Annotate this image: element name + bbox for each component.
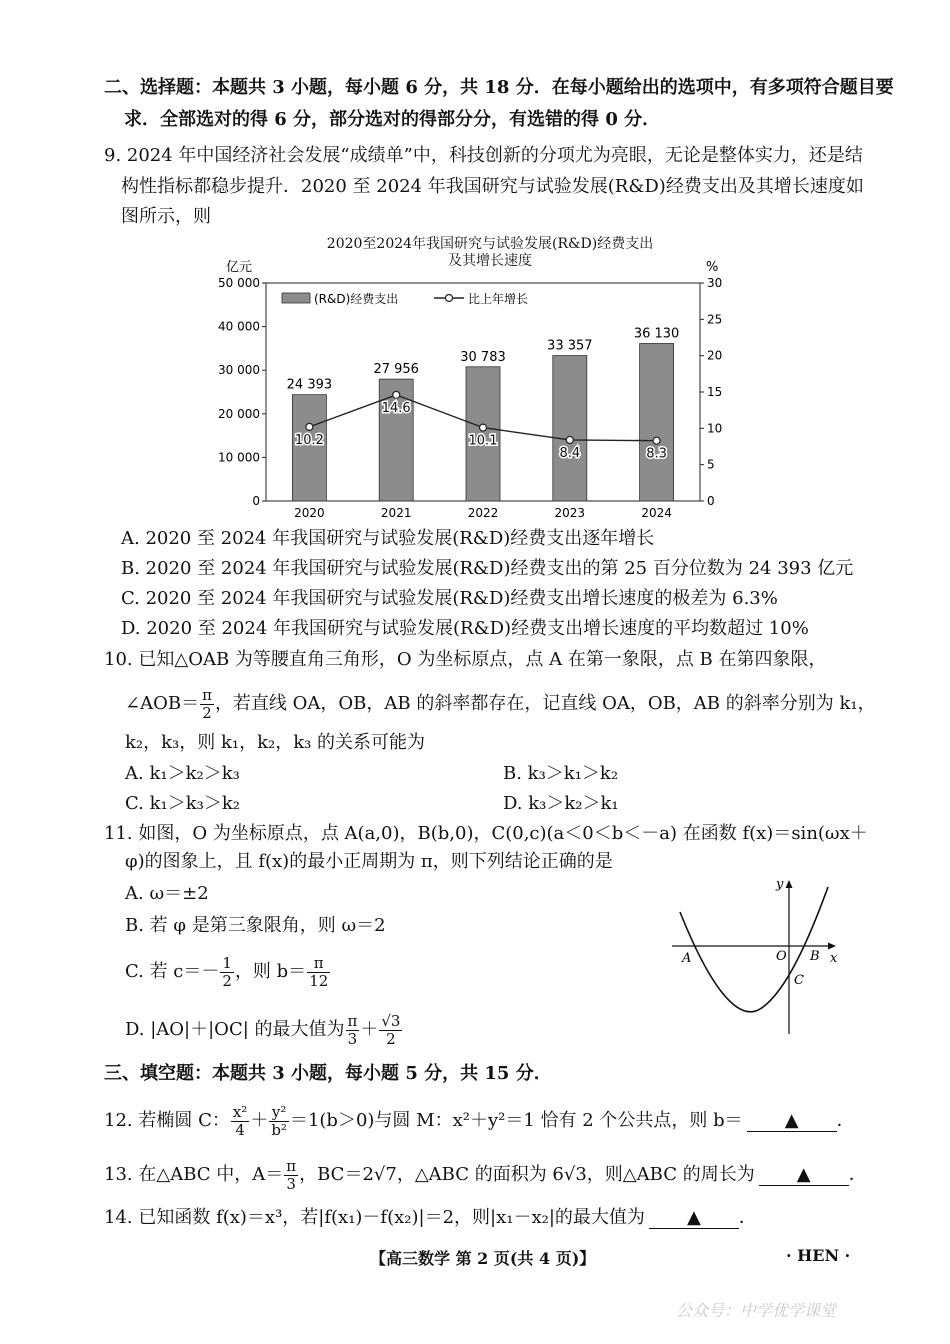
section2-header-line1: 二、选择题：本题共 3 小题，每小题 6 分，共 18 分．在每小题给出的选项中，有多项符合题目要 bbox=[104, 77, 894, 98]
right-tick-label: 25 bbox=[707, 312, 723, 327]
q12-y2-over-b2 bbox=[269, 1104, 289, 1139]
q14-stem bbox=[104, 1206, 757, 1230]
growth-point bbox=[393, 391, 400, 398]
q13-three: 3 bbox=[286, 1174, 296, 1193]
left-tick-label: 20 000 bbox=[218, 406, 260, 421]
left-axis-unit: 亿元 bbox=[226, 260, 253, 275]
q13-answer-mark: ▲ bbox=[796, 1164, 811, 1185]
q9-stem-line3: 图所示，则 bbox=[121, 206, 211, 227]
q9-option-d: D. 2020 至 2024 年我国研究与试验发展(R&D)经费支出增长速度的平均数超过 10% bbox=[121, 618, 809, 639]
bar-2024 bbox=[640, 343, 674, 501]
chart-title-line1: 2020至2024年我国研究与试验发展(R&D)经费支出 bbox=[326, 236, 654, 252]
chart-title-line2: 及其增长速度 bbox=[448, 253, 532, 269]
q11-label-y: y bbox=[776, 877, 784, 892]
q12-pre: 12. 若椭圆 C： bbox=[104, 1110, 230, 1131]
growth-value-label: 10.1 bbox=[468, 433, 498, 449]
x-tick-label: 2023 bbox=[554, 506, 586, 520]
q10-option-c: C. k₁＞k₃＞k₂ bbox=[125, 793, 240, 814]
q10-stem-line1: 10. 已知△OAB 为等腰直角三角形，O 为坐标原点，点 A 在第一象限，点 B 在第四象限， bbox=[104, 649, 827, 670]
q11-option-a: A. ω＝±2 bbox=[125, 883, 209, 904]
x-tick-label: 2020 bbox=[294, 506, 325, 520]
q11-x-arrow bbox=[828, 943, 836, 950]
left-tick-label: 50 000 bbox=[218, 276, 260, 290]
right-tick-label: 0 bbox=[707, 494, 715, 508]
q11-optd-pi: π bbox=[347, 1011, 358, 1030]
x-tick-label: 2024 bbox=[641, 506, 672, 520]
q10-option-d: D. k₃＞k₂＞k₁ bbox=[503, 793, 619, 814]
q11-stem-line2: φ)的图象上，且 f(x)的最小正周期为 π，则下列结论正确的是 bbox=[125, 851, 613, 872]
q10-option-a: A. k₁＞k₂＞k₃ bbox=[125, 763, 240, 784]
q14-text: 14. 已知函数 f(x)＝x³，若|f(x₁)－f(x₂)|＝2，则|x₁－x₂|的最大值为 bbox=[104, 1207, 645, 1228]
bar-value-label: 27 956 bbox=[373, 362, 419, 378]
q10-option-b: B. k₃＞k₁＞k₂ bbox=[503, 763, 619, 784]
q13-pi: π bbox=[286, 1156, 297, 1175]
q11-optd-sqrt3-over-2 bbox=[379, 1013, 402, 1048]
left-tick-label: 40 000 bbox=[218, 319, 260, 334]
q11-option-b: B. 若 φ 是第三象限角，则 ω＝2 bbox=[125, 915, 386, 936]
growth-value-label: 8.3 bbox=[646, 446, 667, 462]
watermark: 公众号：中学优学课堂 bbox=[676, 1301, 837, 1320]
q11-optd-pre: D. |AO|＋|OC| 的最大值为 bbox=[125, 1019, 345, 1040]
right-tick-label: 10 bbox=[707, 421, 723, 436]
right-tick-label: 30 bbox=[707, 276, 723, 290]
growth-value-label: 8.4 bbox=[559, 445, 581, 461]
rd-expenditure-chart bbox=[0, 0, 950, 530]
q13-answer-blank[interactable] bbox=[759, 1165, 849, 1186]
q10-line2-rest: ，若直线 OA，OB，AB 的斜率都存在，记直线 OA，OB，AB 的斜率分别为 k₁， bbox=[214, 693, 876, 714]
growth-point bbox=[306, 423, 313, 430]
q11-optc-half bbox=[220, 955, 234, 990]
q10-angle: ∠AOB＝ bbox=[125, 693, 200, 714]
q11-optc-num: 1 bbox=[222, 953, 232, 972]
q11-optc-pi-over-12 bbox=[307, 955, 330, 990]
q11-optd-sqrt3: √3 bbox=[381, 1011, 401, 1030]
q11-label-x: x bbox=[830, 951, 838, 966]
q11-option-d bbox=[125, 1010, 403, 1050]
q12-y2: y² bbox=[269, 1104, 289, 1122]
left-tick-label: 30 000 bbox=[218, 363, 260, 378]
q9-option-a: A. 2020 至 2024 年我国研究与试验发展(R&D)经费支出逐年增长 bbox=[121, 528, 655, 549]
bar-value-label: 30 783 bbox=[460, 349, 506, 365]
q11-optc-mid: ，则 b＝ bbox=[234, 961, 307, 982]
q12-end: ． bbox=[836, 1110, 855, 1131]
q11-optc-pre: C. 若 c＝－ bbox=[125, 961, 220, 982]
q11-label-c: C bbox=[794, 973, 804, 988]
q12-x2: x² bbox=[232, 1102, 248, 1121]
bar-value-label: 36 130 bbox=[633, 326, 680, 342]
footer-code: · HEN · bbox=[786, 1246, 851, 1265]
q12-four: 4 bbox=[235, 1120, 245, 1139]
q10-pi: π bbox=[202, 685, 212, 704]
q11-optd-2: 2 bbox=[386, 1029, 396, 1048]
q10-stem-line2 bbox=[125, 684, 876, 724]
q12-b2: b² bbox=[271, 1120, 287, 1139]
q11-label-a: A bbox=[682, 951, 692, 966]
q11-stem-line1: 11. 如图，O 为坐标原点，点 A(a,0)，B(b,0)，C(0,c)(a＜0＜b＜－a) 在函数 f(x)＝sin(ωx＋ bbox=[104, 823, 868, 844]
q11-sine-curve bbox=[680, 887, 828, 1012]
q14-end: ． bbox=[738, 1207, 757, 1228]
q13-pi-over-3 bbox=[284, 1158, 298, 1193]
q11-optd-plus: ＋ bbox=[360, 1019, 379, 1040]
q13-stem bbox=[104, 1154, 867, 1196]
bar-value-label: 33 357 bbox=[547, 338, 593, 354]
q13-end: ． bbox=[848, 1164, 867, 1185]
q11-y-arrow bbox=[786, 880, 793, 888]
right-tick-label: 15 bbox=[707, 385, 723, 399]
growth-point bbox=[480, 424, 487, 431]
q9-stem-line1: 9. 2024 年中国经济社会发展“成绩单”中，科技创新的分项尤为亮眼，无论是整体实力，还是结 bbox=[104, 145, 863, 166]
q11-optd-pi-over-3 bbox=[346, 1013, 360, 1048]
q11-optc-pi: π bbox=[307, 955, 330, 973]
legend-line-marker bbox=[446, 295, 453, 302]
q9-option-b: B. 2020 至 2024 年我国研究与试验发展(R&D)经费支出的第 25 百分位数为 24 393 亿元 bbox=[121, 558, 854, 579]
q11-optd-3: 3 bbox=[347, 1029, 358, 1048]
left-tick-label: 10 000 bbox=[218, 450, 260, 465]
left-tick-label: 0 bbox=[252, 494, 260, 508]
right-tick-label: 5 bbox=[707, 457, 715, 472]
footer-page-info: 【高三数学 第 2 页(共 4 页)】 bbox=[370, 1249, 596, 1268]
growth-value-label: 10.2 bbox=[294, 432, 324, 448]
q12-rest: ＝1(b＞0)与圆 M：x²＋y²＝1 恰有 2 个公共点，则 b＝ bbox=[289, 1110, 743, 1131]
q12-answer-blank[interactable] bbox=[747, 1111, 837, 1132]
q12-x2-over-4 bbox=[231, 1104, 249, 1139]
right-axis-unit: % bbox=[706, 260, 719, 275]
q13-pre: 13. 在△ABC 中，A＝ bbox=[104, 1164, 284, 1185]
right-tick-label: 20 bbox=[707, 348, 723, 363]
q11-optc-12: 12 bbox=[309, 971, 329, 990]
q10-pi-over-2 bbox=[200, 687, 214, 722]
q11-option-c bbox=[125, 952, 331, 992]
q11-sine-graph bbox=[668, 872, 848, 1042]
x-tick-label: 2022 bbox=[467, 506, 499, 520]
x-tick-label: 2021 bbox=[380, 506, 412, 520]
bar-value-label: 24 393 bbox=[286, 377, 333, 393]
section3-header: 三、填空题：本题共 3 小题，每小题 5 分，共 15 分． bbox=[104, 1063, 552, 1084]
legend-line-label: 比上年增长 bbox=[468, 292, 529, 306]
q14-answer-mark: ▲ bbox=[686, 1207, 701, 1228]
q11-optc-den: 2 bbox=[222, 971, 232, 990]
q10-stem-line3: k₂，k₃，则 k₁，k₂，k₃ 的关系可能为 bbox=[125, 732, 426, 753]
legend-bar-label: (R&D)经费支出 bbox=[314, 292, 399, 306]
q12-plus: ＋ bbox=[250, 1110, 269, 1131]
q13-rest: ，BC＝2√7，△ABC 的面积为 6√3，则△ABC 的周长为 bbox=[299, 1164, 755, 1185]
q12-stem bbox=[104, 1100, 855, 1142]
growth-value-label: 14.6 bbox=[381, 400, 411, 416]
growth-point bbox=[653, 437, 660, 444]
section2-header-line2: 求．全部选对的得 6 分，部分选对的得部分分，有选错的得 0 分． bbox=[124, 109, 661, 130]
q11-label-o: O bbox=[776, 949, 787, 964]
q9-option-c: C. 2020 至 2024 年我国研究与试验发展(R&D)经费支出增长速度的极差为 6.3% bbox=[121, 588, 778, 609]
q10-two: 2 bbox=[202, 703, 212, 722]
growth-point bbox=[566, 436, 573, 443]
q12-answer-mark: ▲ bbox=[784, 1110, 799, 1131]
q14-answer-blank[interactable] bbox=[649, 1208, 739, 1229]
q9-stem-line2: 构性指标都稳步提升．2020 至 2024 年我国研究与试验发展(R&D)经费支出及其增长速度如 bbox=[121, 176, 864, 197]
q11-label-b: B bbox=[810, 949, 820, 964]
legend-bar-swatch bbox=[282, 293, 310, 303]
bar-2023 bbox=[553, 356, 587, 501]
